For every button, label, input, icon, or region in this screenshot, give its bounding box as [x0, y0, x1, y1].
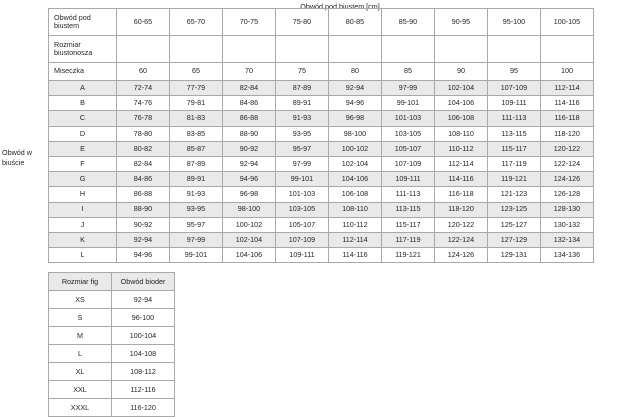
bust-cell: 90-92	[117, 217, 170, 232]
bust-cell: 76-78	[117, 111, 170, 126]
bra-size-table	[48, 8, 594, 263]
hips-header-row	[49, 273, 175, 291]
underbust-range-cell: 75-80	[276, 9, 329, 36]
bust-cell: 126-128	[541, 187, 594, 202]
cup-label: H	[49, 187, 117, 202]
cup-label: D	[49, 126, 117, 141]
bust-cell: 109-111	[382, 172, 435, 187]
bust-cell: 96-98	[223, 187, 276, 202]
bust-cell: 115-117	[488, 141, 541, 156]
bust-cell: 119-121	[382, 248, 435, 263]
cup-label: C	[49, 111, 117, 126]
bust-cell: 121-123	[488, 187, 541, 202]
bust-cell: 86-88	[223, 111, 276, 126]
bust-cell: 117-119	[382, 232, 435, 247]
bra-size-spacer	[435, 36, 488, 63]
bra-size-spacer	[541, 36, 594, 63]
hips-size-label: XXL	[49, 381, 112, 399]
bust-cell: 95-97	[170, 217, 223, 232]
bra-size-value: 100	[541, 63, 594, 81]
bust-cell: 109-111	[276, 248, 329, 263]
bust-cell: 94-96	[329, 96, 382, 111]
bra-table-title: Obwód pod biustem [cm]	[300, 2, 380, 11]
hips-size-label: M	[49, 327, 112, 345]
table-row	[49, 345, 175, 363]
bust-cell: 106-108	[329, 187, 382, 202]
underbust-range-cell: 100-105	[541, 9, 594, 36]
cup-label: I	[49, 202, 117, 217]
bust-cell: 98-100	[329, 126, 382, 141]
table-row	[49, 81, 594, 96]
hips-header-circumference: Obwód bioder	[112, 273, 175, 291]
bust-cell: 111-113	[488, 111, 541, 126]
bust-cell: 80-82	[117, 141, 170, 156]
bust-cell: 84-86	[223, 96, 276, 111]
bra-size-table-wrapper	[48, 8, 594, 263]
cup-label: K	[49, 232, 117, 247]
underbust-range-cell: 95-100	[488, 9, 541, 36]
bust-cell: 97-99	[276, 156, 329, 171]
bust-cell: 113-115	[382, 202, 435, 217]
bust-cell: 93-95	[170, 202, 223, 217]
cup-header-row	[49, 63, 594, 81]
bust-cell: 124-126	[541, 172, 594, 187]
bust-cell: 125-127	[488, 217, 541, 232]
bust-cell: 94-96	[117, 248, 170, 263]
bust-cell: 81-83	[170, 111, 223, 126]
bra-size-value: 90	[435, 63, 488, 81]
bra-size-value: 70	[223, 63, 276, 81]
bust-cell: 112-114	[541, 81, 594, 96]
table-row	[49, 381, 175, 399]
bust-cell: 92-94	[223, 156, 276, 171]
cup-label: J	[49, 217, 117, 232]
table-row	[49, 202, 594, 217]
bust-cell: 72-74	[117, 81, 170, 96]
table-row	[49, 363, 175, 381]
bust-cell: 87-89	[276, 81, 329, 96]
bust-cell: 120-122	[435, 217, 488, 232]
bra-size-table-body	[49, 9, 594, 263]
table-row	[49, 141, 594, 156]
bust-cell: 109-111	[488, 96, 541, 111]
bust-cell: 82-84	[117, 156, 170, 171]
bust-cell: 95-97	[276, 141, 329, 156]
bust-cell: 116-118	[435, 187, 488, 202]
bust-cell: 101-103	[382, 111, 435, 126]
bust-cell: 119-121	[488, 172, 541, 187]
bust-cell: 113-115	[488, 126, 541, 141]
bust-cell: 99-101	[382, 96, 435, 111]
bust-cell: 89-91	[276, 96, 329, 111]
bust-cell: 79-81	[170, 96, 223, 111]
table-row	[49, 399, 175, 417]
bra-size-value: 95	[488, 63, 541, 81]
table-row	[49, 187, 594, 202]
hips-size-label: L	[49, 345, 112, 363]
bust-cell: 87-89	[170, 156, 223, 171]
row-label-bra-size: Rozmiar biustonosza	[49, 36, 117, 63]
bust-circumference-label: Obwód w biuście	[2, 148, 32, 167]
underbust-range-cell: 80-85	[329, 9, 382, 36]
bust-cell: 97-99	[382, 81, 435, 96]
bust-cell: 91-93	[276, 111, 329, 126]
hips-size-label: S	[49, 309, 112, 327]
cup-label: L	[49, 248, 117, 263]
bra-size-spacer	[329, 36, 382, 63]
bust-cell: 114-116	[329, 248, 382, 263]
bra-size-spacer	[117, 36, 170, 63]
bust-cell: 90-92	[223, 141, 276, 156]
bust-cell: 117-119	[488, 156, 541, 171]
table-row	[49, 309, 175, 327]
bust-cell: 92-94	[329, 81, 382, 96]
bust-cell: 107-109	[276, 232, 329, 247]
underbust-range-row	[49, 9, 594, 36]
bust-cell: 100-102	[223, 217, 276, 232]
bust-cell: 127-129	[488, 232, 541, 247]
cup-label: G	[49, 172, 117, 187]
hips-size-label: XL	[49, 363, 112, 381]
bra-size-spacer	[488, 36, 541, 63]
bust-cell: 94-96	[223, 172, 276, 187]
bust-cell: 99-101	[276, 172, 329, 187]
bust-cell: 110-112	[435, 141, 488, 156]
bust-cell: 134-136	[541, 248, 594, 263]
underbust-range-cell: 85-90	[382, 9, 435, 36]
bust-cell: 132-134	[541, 232, 594, 247]
bust-cell: 104-106	[435, 96, 488, 111]
bust-cell: 115-117	[382, 217, 435, 232]
underbust-range-cell: 70-75	[223, 9, 276, 36]
table-row	[49, 126, 594, 141]
bust-cell: 88-90	[117, 202, 170, 217]
hips-size-value: 92-94	[112, 291, 175, 309]
table-row	[49, 327, 175, 345]
bust-cell: 85-87	[170, 141, 223, 156]
bust-cell: 110-112	[329, 217, 382, 232]
bust-cell: 83-85	[170, 126, 223, 141]
hips-size-table-wrapper	[48, 272, 175, 417]
table-row	[49, 217, 594, 232]
underbust-range-cell: 60-65	[117, 9, 170, 36]
bust-cell: 74-76	[117, 96, 170, 111]
bust-cell: 101-103	[276, 187, 329, 202]
bust-cell: 78-80	[117, 126, 170, 141]
bust-cell: 122-124	[541, 156, 594, 171]
bust-cell: 123-125	[488, 202, 541, 217]
bust-cell: 100-102	[329, 141, 382, 156]
hips-size-value: 104-108	[112, 345, 175, 363]
hips-size-value: 96-100	[112, 309, 175, 327]
bust-cell: 92-94	[117, 232, 170, 247]
bust-cell: 111-113	[382, 187, 435, 202]
bust-cell: 102-104	[435, 81, 488, 96]
table-row	[49, 291, 175, 309]
bust-cell: 102-104	[329, 156, 382, 171]
hips-size-label: XS	[49, 291, 112, 309]
table-row	[49, 248, 594, 263]
bust-cell: 82-84	[223, 81, 276, 96]
bust-cell: 106-108	[435, 111, 488, 126]
bust-cell: 77-79	[170, 81, 223, 96]
hips-size-table-body	[49, 273, 175, 417]
bust-cell: 108-110	[329, 202, 382, 217]
underbust-range-cell: 90-95	[435, 9, 488, 36]
bust-cell: 89-91	[170, 172, 223, 187]
bust-cell: 105-107	[382, 141, 435, 156]
bra-size-spacer	[382, 36, 435, 63]
bust-cell: 88-90	[223, 126, 276, 141]
bust-cell: 128-130	[541, 202, 594, 217]
bust-cell: 120-122	[541, 141, 594, 156]
table-row	[49, 111, 594, 126]
hips-size-value: 108-112	[112, 363, 175, 381]
bra-size-value: 75	[276, 63, 329, 81]
underbust-range-cell: 65-70	[170, 9, 223, 36]
bust-cell: 118-120	[435, 202, 488, 217]
bust-cell: 98-100	[223, 202, 276, 217]
bust-cell: 112-114	[435, 156, 488, 171]
hips-size-value: 112-116	[112, 381, 175, 399]
cup-label: E	[49, 141, 117, 156]
bra-size-spacer	[276, 36, 329, 63]
cup-label: B	[49, 96, 117, 111]
bra-size-spacer	[170, 36, 223, 63]
table-row	[49, 156, 594, 171]
hips-size-table	[48, 272, 175, 417]
bust-cell: 97-99	[170, 232, 223, 247]
bra-size-value: 60	[117, 63, 170, 81]
row-label-underbust: Obwód pod biustem	[49, 9, 117, 36]
hips-size-value: 100-104	[112, 327, 175, 345]
bra-size-value: 80	[329, 63, 382, 81]
hips-size-label: XXXL	[49, 399, 112, 417]
bust-cell: 103-105	[276, 202, 329, 217]
row-label-cup: Miseczka	[49, 63, 117, 81]
bra-size-value: 65	[170, 63, 223, 81]
bust-cell: 104-106	[329, 172, 382, 187]
bust-cell: 124-126	[435, 248, 488, 263]
bust-cell: 130-132	[541, 217, 594, 232]
bust-cell: 104-106	[223, 248, 276, 263]
bust-cell: 99-101	[170, 248, 223, 263]
bust-cell: 91-93	[170, 187, 223, 202]
bust-cell: 105-107	[276, 217, 329, 232]
bust-cell: 114-116	[541, 96, 594, 111]
bust-cell: 107-109	[488, 81, 541, 96]
bust-cell: 84-86	[117, 172, 170, 187]
bust-cell: 116-118	[541, 111, 594, 126]
bust-cell: 102-104	[223, 232, 276, 247]
bust-cell: 107-109	[382, 156, 435, 171]
bust-cell: 122-124	[435, 232, 488, 247]
bust-cell: 108-110	[435, 126, 488, 141]
bust-cell: 129-131	[488, 248, 541, 263]
bra-size-spacer	[223, 36, 276, 63]
bust-cell: 93-95	[276, 126, 329, 141]
hips-size-value: 116-120	[112, 399, 175, 417]
cup-label: F	[49, 156, 117, 171]
table-row	[49, 96, 594, 111]
bra-size-label-row	[49, 36, 594, 63]
table-row	[49, 232, 594, 247]
bust-cell: 96-98	[329, 111, 382, 126]
bust-cell: 118-120	[541, 126, 594, 141]
hips-header-size: Rozmiar fig	[49, 273, 112, 291]
cup-label: A	[49, 81, 117, 96]
bra-size-value: 85	[382, 63, 435, 81]
bust-cell: 112-114	[329, 232, 382, 247]
table-row	[49, 172, 594, 187]
bust-cell: 86-88	[117, 187, 170, 202]
bust-cell: 103-105	[382, 126, 435, 141]
bust-cell: 114-116	[435, 172, 488, 187]
